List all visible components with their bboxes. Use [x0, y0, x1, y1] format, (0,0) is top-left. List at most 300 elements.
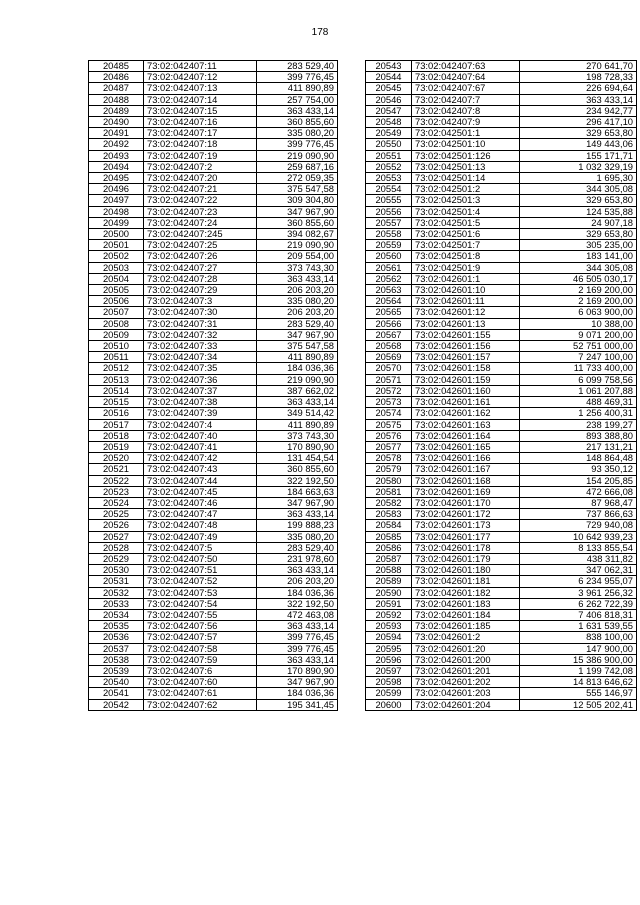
table-row: [89, 632, 338, 643]
cadastral-number: 73:02:042407:43: [144, 464, 257, 475]
cadastral-value: 184 663,63: [257, 486, 338, 497]
row-number: 20516: [89, 408, 144, 419]
cadastral-number: 73:02:042407:57: [144, 632, 257, 643]
row-number: 20523: [89, 486, 144, 497]
cadastral-value: 335 080,20: [257, 128, 338, 139]
row-number: 20557: [366, 217, 412, 228]
table-row: [89, 397, 338, 408]
cadastral-value: 195 341,45: [257, 699, 338, 710]
cadastral-value: 149 443,06: [520, 139, 637, 150]
table-row: [89, 94, 338, 105]
cadastral-number: 73:02:042601:163: [412, 419, 520, 430]
row-number: 20572: [366, 385, 412, 396]
row-number: 20585: [366, 531, 412, 542]
table-row: [89, 688, 338, 699]
row-number: 20511: [89, 352, 144, 363]
cadastral-number: 73:02:042407:245: [144, 229, 257, 240]
row-number: 20508: [89, 318, 144, 329]
cadastral-number: 73:02:042501:10: [412, 139, 520, 150]
row-number: 20512: [89, 363, 144, 374]
table-row: [366, 621, 637, 632]
table-row: [89, 117, 338, 128]
table-row: [366, 184, 637, 195]
cadastral-number: 73:02:042407:42: [144, 453, 257, 464]
cadastral-value: 399 776,45: [257, 139, 338, 150]
row-number: 20578: [366, 453, 412, 464]
cadastral-number: 73:02:042407:56: [144, 621, 257, 632]
cadastral-value: 363 433,14: [257, 654, 338, 665]
cadastral-value: 9 071 200,00: [520, 329, 637, 340]
table-row: [366, 665, 637, 676]
cadastral-number: 73:02:042601:158: [412, 363, 520, 374]
table-row: [366, 441, 637, 452]
cadastral-value: 411 890,89: [257, 419, 338, 430]
table-row: [89, 128, 338, 139]
cadastral-value: 15 386 900,00: [520, 654, 637, 665]
cadastral-value: 6 262 722,39: [520, 598, 637, 609]
cadastral-number: 73:02:042601:2: [412, 632, 520, 643]
cadastral-number: 73:02:042407:18: [144, 139, 257, 150]
table-row: [89, 363, 338, 374]
row-number: 20507: [89, 307, 144, 318]
cadastral-number: 73:02:042601:169: [412, 486, 520, 497]
row-number: 20574: [366, 408, 412, 419]
cadastral-value: 360 855,60: [257, 217, 338, 228]
cadastral-value: 170 890,90: [257, 665, 338, 676]
row-number: 20539: [89, 665, 144, 676]
cadastral-value: 399 776,45: [257, 72, 338, 83]
cadastral-number: 73:02:042601:11: [412, 296, 520, 307]
row-number: 20546: [366, 94, 412, 105]
cadastral-value: 411 890,89: [257, 83, 338, 94]
cadastral-value: 209 554,00: [257, 251, 338, 262]
cadastral-value: 322 192,50: [257, 598, 338, 609]
table-row: [366, 117, 637, 128]
cadastral-number: 73:02:042601:204: [412, 699, 520, 710]
cadastral-number: 73:02:042407:7: [412, 94, 520, 105]
row-number: 20550: [366, 139, 412, 150]
table-row: [366, 542, 637, 553]
cadastral-number: 73:02:042407:6: [144, 665, 257, 676]
row-number: 20493: [89, 150, 144, 161]
row-number: 20502: [89, 251, 144, 262]
row-number: 20501: [89, 240, 144, 251]
row-number: 20593: [366, 621, 412, 632]
table-row: [366, 352, 637, 363]
row-number: 20537: [89, 643, 144, 654]
cadastral-number: 73:02:042501:8: [412, 251, 520, 262]
row-number: 20587: [366, 553, 412, 564]
cadastral-value: 206 203,20: [257, 307, 338, 318]
cadastral-number: 73:02:042601:200: [412, 654, 520, 665]
row-number: 20556: [366, 206, 412, 217]
table-row: [366, 307, 637, 318]
cadastral-number: 73:02:042407:11: [144, 61, 257, 72]
table-row: [366, 553, 637, 564]
row-number: 20527: [89, 531, 144, 542]
row-number: 20573: [366, 397, 412, 408]
cadastral-number: 73:02:042407:9: [412, 117, 520, 128]
cadastral-value: 3 961 256,32: [520, 587, 637, 598]
table-row: [89, 654, 338, 665]
cadastral-number: 73:02:042407:5: [144, 542, 257, 553]
cadastral-value: 1 256 400,31: [520, 408, 637, 419]
row-number: 20524: [89, 497, 144, 508]
cadastral-number: 73:02:042407:16: [144, 117, 257, 128]
row-number: 20543: [366, 61, 412, 72]
table-row: [89, 598, 338, 609]
table-row: [366, 61, 637, 72]
row-number: 20500: [89, 229, 144, 240]
row-number: 20540: [89, 677, 144, 688]
cadastral-number: 73:02:042601:165: [412, 441, 520, 452]
cadastral-value: 347 967,90: [257, 497, 338, 508]
cadastral-number: 73:02:042601:177: [412, 531, 520, 542]
table-row: [366, 150, 637, 161]
row-number: 20509: [89, 329, 144, 340]
cadastral-value: 347 967,90: [257, 329, 338, 340]
cadastral-number: 73:02:042407:33: [144, 341, 257, 352]
cadastral-value: 335 080,20: [257, 296, 338, 307]
cadastral-number: 73:02:042601:160: [412, 385, 520, 396]
table-row: [89, 161, 338, 172]
cadastral-number: 73:02:042601:12: [412, 307, 520, 318]
row-number: 20522: [89, 475, 144, 486]
table-row: [366, 139, 637, 150]
cadastral-value: 347 967,90: [257, 206, 338, 217]
row-number: 20526: [89, 520, 144, 531]
cadastral-value: 184 036,36: [257, 587, 338, 598]
cadastral-value: 2 169 200,00: [520, 285, 637, 296]
row-number: 20576: [366, 430, 412, 441]
row-number: 20597: [366, 665, 412, 676]
table-row: [366, 273, 637, 284]
cadastral-value: 7 247 100,00: [520, 352, 637, 363]
cadastral-value: 270 641,70: [520, 61, 637, 72]
table-row: [89, 385, 338, 396]
row-number: 20584: [366, 520, 412, 531]
cadastral-number: 73:02:042407:19: [144, 150, 257, 161]
row-number: 20553: [366, 173, 412, 184]
row-number: 20503: [89, 262, 144, 273]
table-row: [89, 72, 338, 83]
row-number: 20542: [89, 699, 144, 710]
row-number: 20525: [89, 509, 144, 520]
cadastral-number: 73:02:042407:47: [144, 509, 257, 520]
table-row: [89, 408, 338, 419]
row-number: 20567: [366, 329, 412, 340]
row-number: 20494: [89, 161, 144, 172]
table-row: [366, 240, 637, 251]
table-row: [89, 643, 338, 654]
cadastral-number: 73:02:042601:166: [412, 453, 520, 464]
table-row: [366, 509, 637, 520]
cadastral-value: 7 406 818,31: [520, 609, 637, 620]
table-row: [89, 565, 338, 576]
table-row: [366, 699, 637, 710]
row-number: 20485: [89, 61, 144, 72]
table-row: [366, 229, 637, 240]
cadastral-value: 238 199,27: [520, 419, 637, 430]
cadastral-value: 322 192,50: [257, 475, 338, 486]
row-number: 20536: [89, 632, 144, 643]
table-row: [89, 553, 338, 564]
cadastral-number: 73:02:042501:4: [412, 206, 520, 217]
table-row: [89, 173, 338, 184]
table-row: [366, 520, 637, 531]
table-row: [366, 609, 637, 620]
table-row: [89, 229, 338, 240]
cadastral-value: 399 776,45: [257, 632, 338, 643]
cadastral-value: 305 235,00: [520, 240, 637, 251]
table-row: [366, 262, 637, 273]
cadastral-number: 73:02:042407:40: [144, 430, 257, 441]
cadastral-value: 394 082,67: [257, 229, 338, 240]
table-row: [366, 385, 637, 396]
table-row: [366, 105, 637, 116]
row-number: 20561: [366, 262, 412, 273]
cadastral-number: 73:02:042601:164: [412, 430, 520, 441]
cadastral-number: 73:02:042407:45: [144, 486, 257, 497]
table-row: [366, 654, 637, 665]
cadastral-number: 73:02:042407:20: [144, 173, 257, 184]
table-row: [366, 576, 637, 587]
table-row: [89, 374, 338, 385]
cadastral-number: 73:02:042407:29: [144, 285, 257, 296]
cadastral-number: 73:02:042407:38: [144, 397, 257, 408]
cadastral-number: 73:02:042407:39: [144, 408, 257, 419]
row-number: 20504: [89, 273, 144, 284]
cadastral-number: 73:02:042501:7: [412, 240, 520, 251]
cadastral-value: 283 529,40: [257, 318, 338, 329]
row-number: 20486: [89, 72, 144, 83]
table-body-left: [89, 61, 338, 711]
row-number: 20541: [89, 688, 144, 699]
table-row: [366, 565, 637, 576]
table-row: [89, 307, 338, 318]
cadastral-number: 73:02:042601:185: [412, 621, 520, 632]
cadastral-number: 73:02:042601:172: [412, 509, 520, 520]
cadastral-number: 73:02:042601:167: [412, 464, 520, 475]
cadastral-value: 226 694,64: [520, 83, 637, 94]
table-row: [366, 598, 637, 609]
row-number: 20588: [366, 565, 412, 576]
cadastral-value: 170 890,90: [257, 441, 338, 452]
cadastral-value: 148 864,48: [520, 453, 637, 464]
table-row: [89, 497, 338, 508]
cadastral-value: 360 855,60: [257, 117, 338, 128]
table-row: [89, 61, 338, 72]
row-number: 20564: [366, 296, 412, 307]
row-number: 20515: [89, 397, 144, 408]
table-row: [366, 94, 637, 105]
row-number: 20521: [89, 464, 144, 475]
table-row: [89, 195, 338, 206]
table-row: [366, 206, 637, 217]
row-number: 20592: [366, 609, 412, 620]
cadastral-number: 73:02:042501:5: [412, 217, 520, 228]
table-row: [366, 397, 637, 408]
cadastral-number: 73:02:042407:23: [144, 206, 257, 217]
cadastral-number: 73:02:042601:201: [412, 665, 520, 676]
cadastral-number: 73:02:042407:12: [144, 72, 257, 83]
cadastral-number: 73:02:042407:15: [144, 105, 257, 116]
cadastral-number: 73:02:042407:62: [144, 699, 257, 710]
cadastral-number: 73:02:042601:183: [412, 598, 520, 609]
table-row: [89, 531, 338, 542]
row-number: 20496: [89, 184, 144, 195]
cadastral-value: 6 234 955,07: [520, 576, 637, 587]
table-row: [89, 587, 338, 598]
cadastral-value: 87 968,47: [520, 497, 637, 508]
row-number: 20552: [366, 161, 412, 172]
table-row: [89, 464, 338, 475]
cadastral-number: 73:02:042407:60: [144, 677, 257, 688]
cadastral-value: 10 388,00: [520, 318, 637, 329]
cadastral-number: 73:02:042407:55: [144, 609, 257, 620]
row-number: 20594: [366, 632, 412, 643]
cadastral-number: 73:02:042601:184: [412, 609, 520, 620]
row-number: 20549: [366, 128, 412, 139]
table-row: [366, 430, 637, 441]
table-row: [89, 105, 338, 116]
cadastral-value: 124 535,88: [520, 206, 637, 217]
row-number: 20569: [366, 352, 412, 363]
table-row: [89, 665, 338, 676]
cadastral-number: 73:02:042407:17: [144, 128, 257, 139]
cadastral-value: 344 305,08: [520, 184, 637, 195]
row-number: 20492: [89, 139, 144, 150]
row-number: 20533: [89, 598, 144, 609]
cadastral-value: 206 203,20: [257, 285, 338, 296]
cadastral-value: 349 514,42: [257, 408, 338, 419]
cadastral-value: 838 100,00: [520, 632, 637, 643]
row-number: 20595: [366, 643, 412, 654]
table-row: [89, 184, 338, 195]
cadastral-value: 363 433,14: [257, 621, 338, 632]
row-number: 20566: [366, 318, 412, 329]
row-number: 20596: [366, 654, 412, 665]
table-row: [89, 217, 338, 228]
table-row: [366, 531, 637, 542]
cadastral-value: 11 733 400,00: [520, 363, 637, 374]
table-row: [366, 72, 637, 83]
row-number: 20518: [89, 430, 144, 441]
row-number: 20589: [366, 576, 412, 587]
cadastral-value: 2 169 200,00: [520, 296, 637, 307]
row-number: 20544: [366, 72, 412, 83]
table-row: [366, 161, 637, 172]
row-number: 20534: [89, 609, 144, 620]
row-number: 20583: [366, 509, 412, 520]
cadastral-value: 387 662,02: [257, 385, 338, 396]
row-number: 20590: [366, 587, 412, 598]
table-row: [89, 329, 338, 340]
cadastral-value: 296 417,10: [520, 117, 637, 128]
cadastral-value: 206 203,20: [257, 576, 338, 587]
cadastral-number: 73:02:042407:31: [144, 318, 257, 329]
row-number: 20513: [89, 374, 144, 385]
table-row: [366, 128, 637, 139]
table-row: [366, 363, 637, 374]
table-row: [366, 475, 637, 486]
cadastral-number: 73:02:042601:168: [412, 475, 520, 486]
cadastral-value: 411 890,89: [257, 352, 338, 363]
cadastral-number: 73:02:042407:36: [144, 374, 257, 385]
cadastral-value: 283 529,40: [257, 61, 338, 72]
row-number: 20562: [366, 273, 412, 284]
row-number: 20548: [366, 117, 412, 128]
cadastral-number: 73:02:042407:4: [144, 419, 257, 430]
cadastral-number: 73:02:042601:170: [412, 497, 520, 508]
cadastral-value: 24 907,18: [520, 217, 637, 228]
cadastral-number: 73:02:042407:54: [144, 598, 257, 609]
table-row: [89, 285, 338, 296]
table-row: [89, 83, 338, 94]
cadastral-number: 73:02:042407:35: [144, 363, 257, 374]
cadastral-number: 73:02:042407:14: [144, 94, 257, 105]
cadastral-number: 73:02:042601:13: [412, 318, 520, 329]
cadastral-number: 73:02:042601:156: [412, 341, 520, 352]
row-number: 20559: [366, 240, 412, 251]
cadastral-value: 219 090,90: [257, 374, 338, 385]
table-row: [366, 341, 637, 352]
row-number: 20547: [366, 105, 412, 116]
row-number: 20554: [366, 184, 412, 195]
cadastral-number: 73:02:042407:13: [144, 83, 257, 94]
cadastral-value: 555 146,97: [520, 688, 637, 699]
table-row: [89, 453, 338, 464]
row-number: 20575: [366, 419, 412, 430]
cadastral-value: 52 751 000,00: [520, 341, 637, 352]
table-row: [366, 285, 637, 296]
table-row: [366, 251, 637, 262]
cadastral-value: 10 642 939,23: [520, 531, 637, 542]
table-row: [366, 464, 637, 475]
table-row: [366, 374, 637, 385]
row-number: 20591: [366, 598, 412, 609]
table-row: [89, 542, 338, 553]
table-row: [366, 173, 637, 184]
cadastral-value: 1 631 539,55: [520, 621, 637, 632]
row-number: 20529: [89, 553, 144, 564]
cadastral-value: 329 653,80: [520, 229, 637, 240]
row-number: 20487: [89, 83, 144, 94]
table-row: [366, 195, 637, 206]
cadastral-number: 73:02:042407:67: [412, 83, 520, 94]
table-row: [89, 419, 338, 430]
cadastral-value: 363 433,14: [257, 565, 338, 576]
cadastral-number: 73:02:042601:179: [412, 553, 520, 564]
cadastral-number: 73:02:042407:52: [144, 576, 257, 587]
row-number: 20495: [89, 173, 144, 184]
cadastral-value: 1 032 329,19: [520, 161, 637, 172]
table-row: [89, 677, 338, 688]
row-number: 20599: [366, 688, 412, 699]
cadastral-number: 73:02:042407:30: [144, 307, 257, 318]
row-number: 20530: [89, 565, 144, 576]
cadastral-value: 8 133 855,54: [520, 542, 637, 553]
cadastral-number: 73:02:042601:202: [412, 677, 520, 688]
table-row: [366, 419, 637, 430]
table-row: [366, 318, 637, 329]
cadastral-value: 184 036,36: [257, 363, 338, 374]
table-row: [89, 699, 338, 710]
cadastral-value: 6 099 758,56: [520, 374, 637, 385]
table-row: [89, 352, 338, 363]
cadastral-number: 73:02:042501:14: [412, 173, 520, 184]
row-number: 20498: [89, 206, 144, 217]
